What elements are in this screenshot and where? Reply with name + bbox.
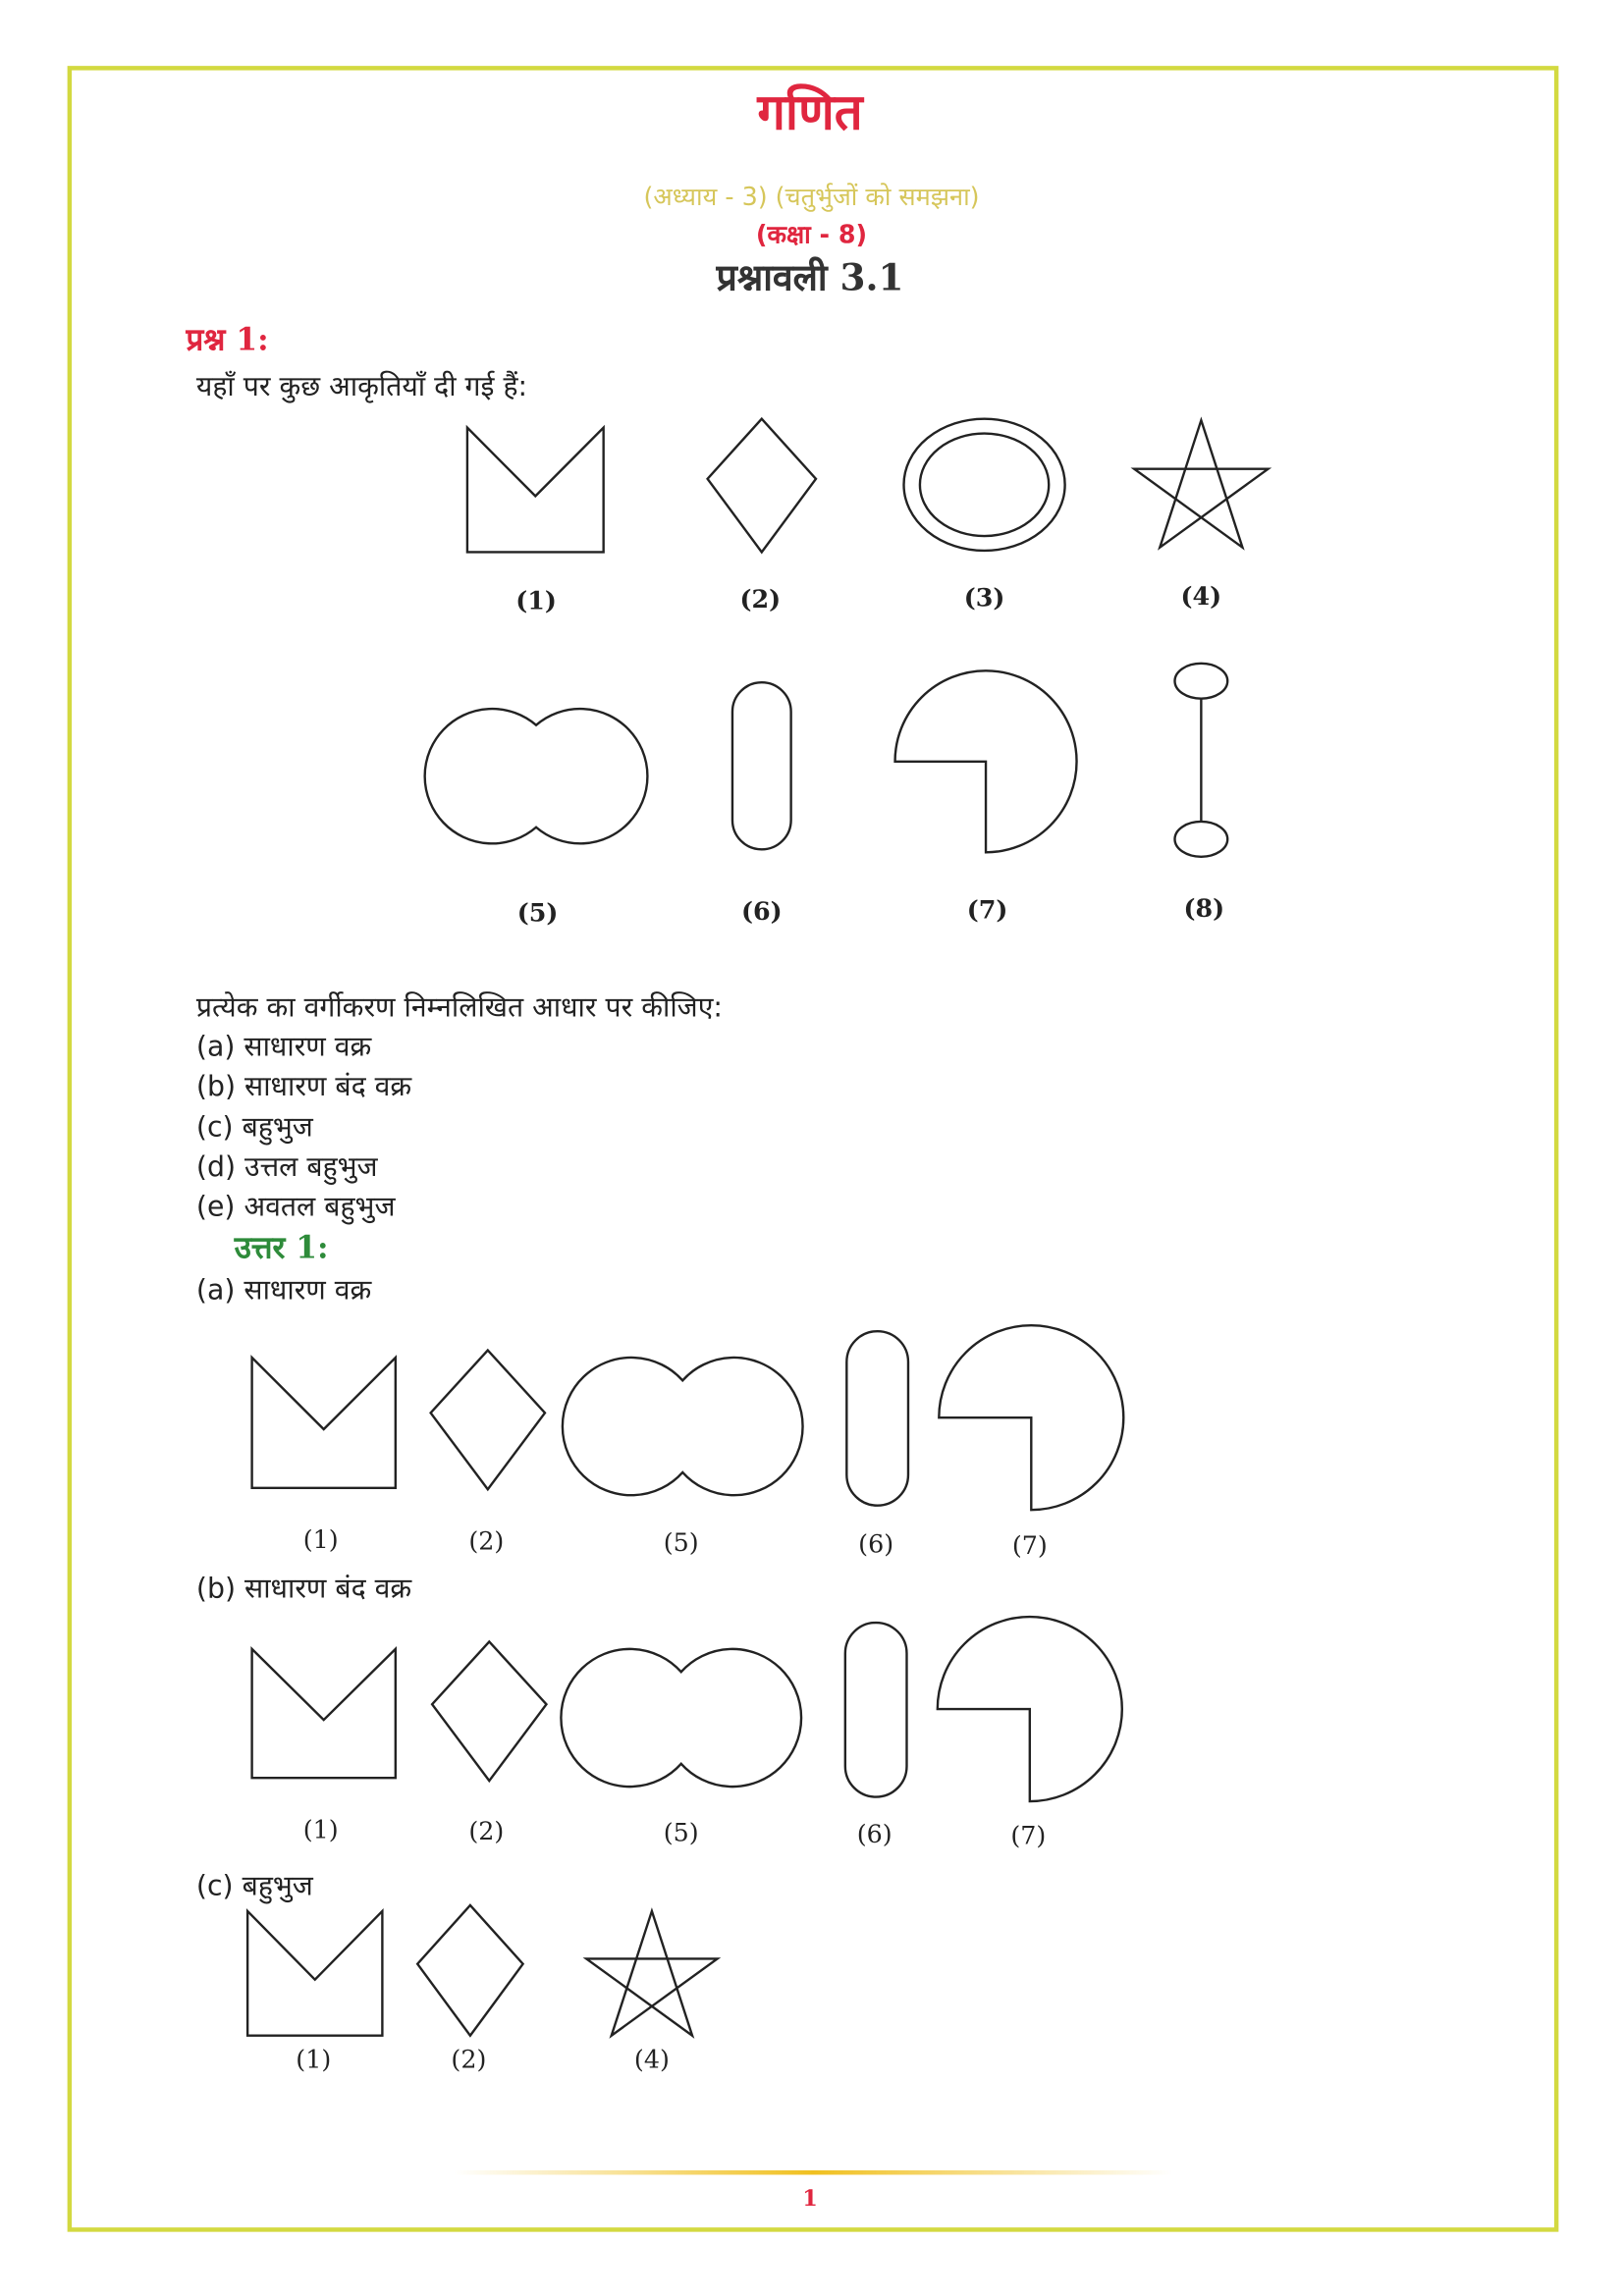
page-number: 1 bbox=[802, 2184, 818, 2212]
m-shape-polygon bbox=[247, 1911, 382, 2036]
figure-label: (7) bbox=[1010, 1821, 1047, 1851]
m-shape-polygon bbox=[252, 1649, 396, 1778]
rounded-rectangle bbox=[846, 1331, 908, 1506]
question-label: प्रश्न 1: bbox=[186, 320, 269, 358]
kite-polygon bbox=[417, 1905, 522, 2036]
answer-label: उत्तर 1: bbox=[234, 1228, 329, 1266]
m-shape-polygon bbox=[467, 428, 604, 553]
option-d: (d) उत्तल बहुभुज bbox=[195, 1150, 378, 1184]
figure-label: (2) bbox=[451, 2046, 487, 2076]
footer-divider bbox=[454, 2170, 1171, 2174]
figure-label: (6) bbox=[858, 1530, 894, 1560]
kite-polygon bbox=[708, 419, 816, 553]
figure-label: (1) bbox=[515, 587, 557, 617]
figure-label: (6) bbox=[740, 897, 783, 928]
figure-label: (2) bbox=[468, 1527, 505, 1557]
class-label: (कक्षा - 8) bbox=[755, 221, 868, 251]
star-polygon bbox=[586, 1911, 717, 2036]
option-c: (c) बहुभुज bbox=[195, 1111, 313, 1145]
chapter-subtitle: (अध्याय - 3) (चतुर्भुजों को समझना) bbox=[643, 183, 980, 213]
double-circle-curve bbox=[563, 1358, 803, 1495]
figure-label: (1) bbox=[302, 1525, 339, 1556]
inner-ellipse bbox=[920, 434, 1049, 536]
figure-label: (5) bbox=[663, 1818, 699, 1848]
figure-label: (2) bbox=[468, 1817, 505, 1847]
page-title: गणित bbox=[757, 83, 863, 142]
answer-c-heading: (c) बहुभुज bbox=[195, 1870, 313, 1902]
kite-polygon bbox=[431, 1351, 545, 1490]
star-polygon bbox=[1134, 420, 1268, 547]
outer-ellipse bbox=[904, 419, 1065, 551]
figure-label: (2) bbox=[739, 585, 782, 615]
figure-label: (7) bbox=[1011, 1531, 1048, 1562]
double-circle-curve bbox=[425, 709, 648, 843]
figure-label: (3) bbox=[963, 584, 1005, 614]
answer-a-heading: (a) साधारण वक्र bbox=[195, 1273, 372, 1307]
top-ellipse bbox=[1175, 664, 1228, 699]
rounded-rectangle bbox=[845, 1623, 907, 1797]
exercise-heading: प्रश्नावली 3.1 bbox=[716, 256, 904, 299]
figure-label: (1) bbox=[302, 1815, 339, 1845]
figure-label: (5) bbox=[516, 899, 559, 929]
double-circle-curve bbox=[561, 1649, 801, 1787]
kite-polygon bbox=[432, 1641, 546, 1781]
option-a: (a) साधारण वक्र bbox=[195, 1031, 372, 1064]
instruction: प्रत्येक का वर्गीकरण निम्नलिखित आधार पर कीजिए: bbox=[195, 991, 723, 1024]
figure-label: (1) bbox=[296, 2046, 332, 2076]
figure-label: (4) bbox=[633, 2046, 670, 2076]
figure-label: (5) bbox=[663, 1528, 699, 1559]
figure-label: (4) bbox=[1180, 582, 1222, 613]
bottom-ellipse bbox=[1175, 822, 1228, 857]
pie-sector-curve bbox=[895, 670, 1077, 852]
option-e: (e) अवतल बहुभुज bbox=[195, 1190, 396, 1223]
figure-label: (8) bbox=[1183, 894, 1225, 925]
figure-label: (7) bbox=[966, 896, 1008, 926]
answer-b-heading: (b) साधारण बंद वक्र bbox=[195, 1573, 412, 1606]
figure-label: (6) bbox=[856, 1820, 893, 1850]
option-b: (b) साधारण बंद वक्र bbox=[195, 1070, 412, 1103]
question-intro: यहाँ पर कुछ आकृतियाँ दी गई हैं: bbox=[195, 370, 528, 403]
pie-sector-curve bbox=[938, 1617, 1122, 1801]
pie-sector-curve bbox=[939, 1325, 1123, 1510]
rounded-rectangle bbox=[732, 682, 791, 849]
m-shape-polygon bbox=[252, 1358, 396, 1488]
